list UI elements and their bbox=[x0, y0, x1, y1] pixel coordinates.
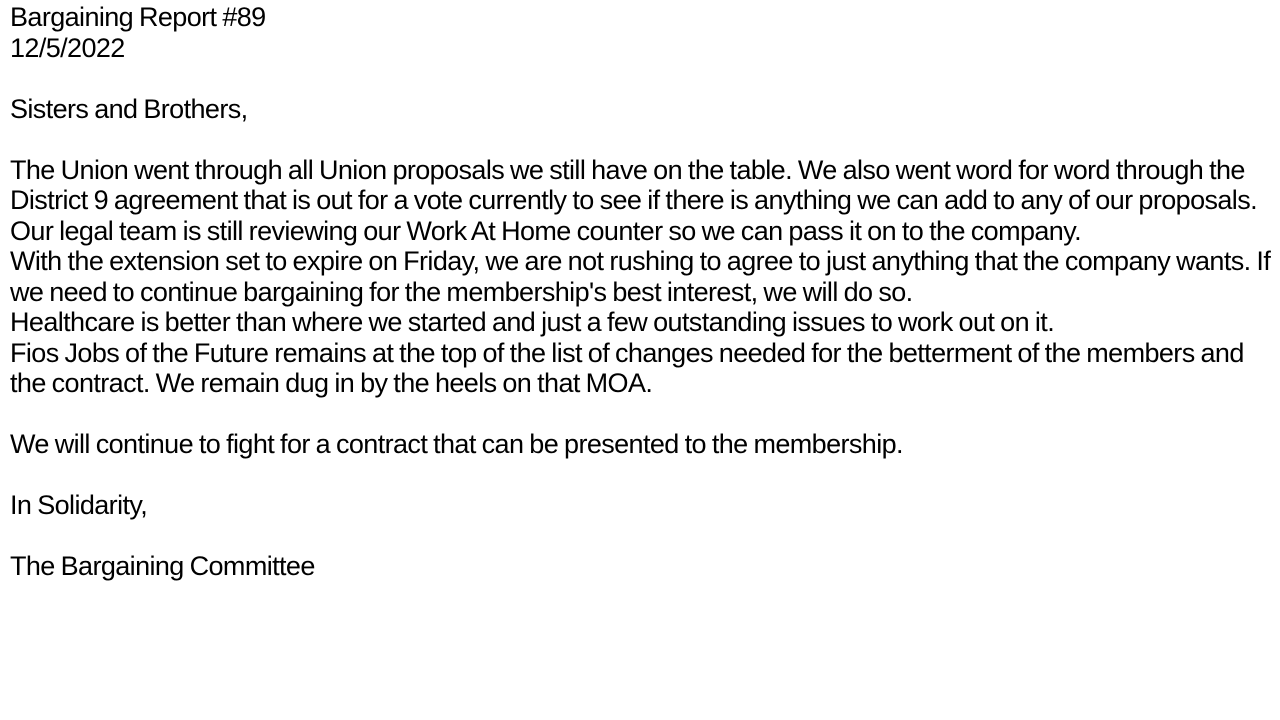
blank-line bbox=[10, 521, 1272, 552]
body-paragraph-fios-jobs: Fios Jobs of the Future remains at the top of the list of changes needed for the betterment of the members and the contract. We remain dug in by the heels on that MOA. bbox=[10, 337, 1244, 398]
blank-line bbox=[10, 124, 1272, 155]
body-paragraph-extension: With the extension set to expire on Friday, we are not rushing to agree to just anything that the company wants. If we need to continue bargaining for the membership's best interest, we will do so. bbox=[10, 246, 1271, 307]
blank-line bbox=[10, 63, 1272, 94]
blank-line bbox=[10, 399, 1272, 430]
salutation: Sisters and Brothers, bbox=[10, 93, 248, 124]
closing-statement: We will continue to fight for a contract that can be presented to the membership. bbox=[10, 429, 903, 459]
report-title: Bargaining Report #89 bbox=[10, 2, 266, 32]
body-paragraph-proposals: The Union went through all Union proposals we still have on the table. We also went word for word through the District 9 agreement that is out for a vote currently to see if there is anything we can add to any of our proposals. Our legal team is still reviewing our Work At Home counter so we can pass it on to the company. bbox=[10, 154, 1258, 246]
report-date: 12/5/2022 bbox=[10, 32, 125, 63]
signoff: In Solidarity, bbox=[10, 490, 148, 520]
body-paragraph-healthcare: Healthcare is better than where we started and just a few outstanding issues to work out on it. bbox=[10, 307, 1055, 337]
signature: The Bargaining Committee bbox=[10, 551, 315, 581]
bargaining-report-document bbox=[10, 2, 1272, 582]
blank-line bbox=[10, 460, 1272, 491]
